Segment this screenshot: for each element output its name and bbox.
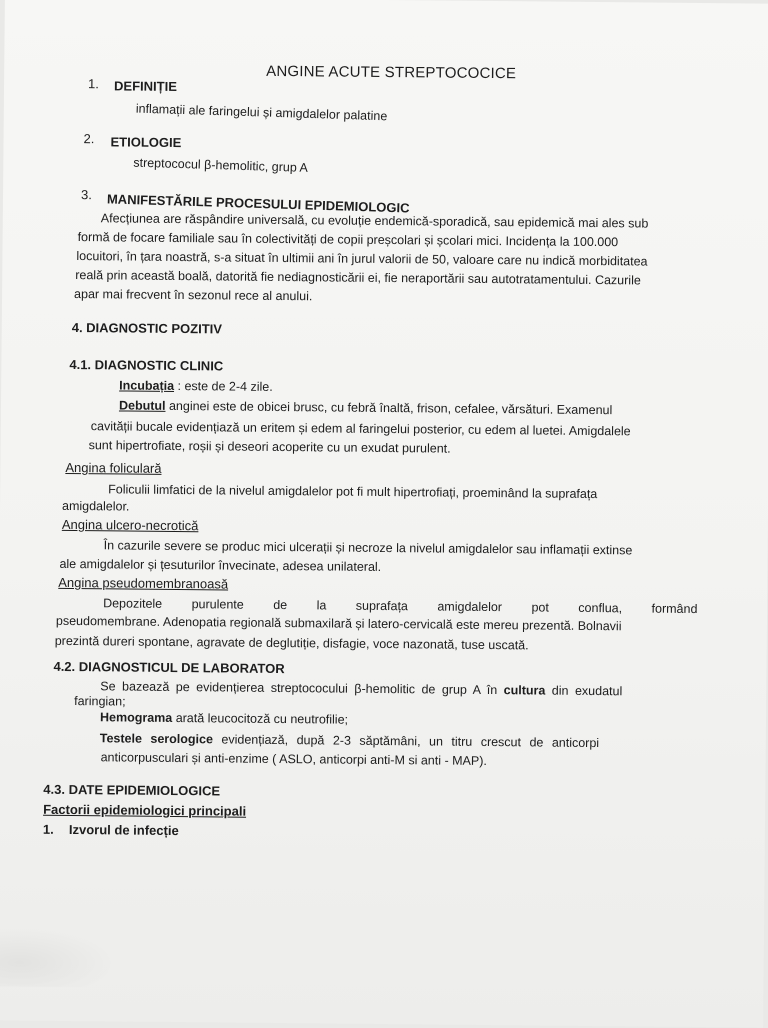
section-2-number: 2. [83, 131, 95, 147]
section-3-line-2: formă de focare familiale sau în colectivități de copii preșcolari și școlari mici. Incidența la 100.000 [77, 230, 619, 250]
laborator-line-1-a: Se bazează pe evidențierea streptococului β-hemolitic de grup A în [100, 679, 504, 698]
section-3-line-3: locuitori, în țara noastră, s-a situat în ultimii ani în jurul valorii de 50, valoare care nu indică morbiditatea [76, 249, 648, 269]
incubatia-label: Incubația [119, 378, 175, 393]
debutul-label: Debutul [118, 398, 166, 413]
page-title: ANGINE ACUTE STREPTOCOCICE [266, 62, 517, 83]
section-3-number: 3. [80, 187, 92, 203]
section-4-3-heading: 4.3. DATE EPIDEMIOLOGICE [43, 781, 221, 799]
angina-pseudo-line-2: pseudomembrane. Adenopatia regională submaxilară și latero-cervicală este mereu prezentă. Bolnavii [55, 613, 622, 634]
laborator-line-2: faringian; [74, 694, 126, 709]
section-3-line-1: Afecțiunea are răspândire universală, cu evoluție endemică-sporadică, sau epidemică mai ales sub [100, 211, 649, 231]
incubatia-line [119, 378, 273, 393]
teste-serologice-label: Testele serologice [99, 731, 214, 747]
section-1-number: 1. [88, 76, 100, 92]
debutul-line-1 [119, 398, 612, 417]
laborator-line-1-b: din exudatul [545, 683, 623, 699]
debutul-line-3: sunt hipertrofiate, roșii și deseori acoperite cu un exudat purulent. [88, 438, 451, 456]
angina-foliculara-line-1: Foliculii limfatici de la nivelul amigdalelor pot fi mult hipertrofiați, proeminând la suprafața [108, 482, 598, 502]
hemograma-line [100, 710, 348, 726]
debutul-text: anginei este de obicei brusc, cu febră înaltă, frison, cefalee, vărsături. Examenul [165, 398, 613, 418]
factorii-epidemiologici-heading: Factorii epidemiologici principali [43, 801, 247, 819]
section-2-text: streptococul β-hemolitic, grup A [133, 155, 309, 175]
angina-ulcero-line-2: ale amigdalelor și țesuturilor învecinate, adesea unilateral. [59, 556, 382, 574]
angina-foliculara-line-2: amigdalelor. [61, 498, 130, 514]
section-4-1-heading: 4.1. DIAGNOSTIC CLINIC [69, 356, 224, 374]
list-item-number: 1. [42, 821, 54, 837]
laborator-line-1 [100, 679, 622, 698]
section-1-text: inflamații ale faringelui și amigdalelor palatine [135, 101, 388, 124]
hemograma-label: Hemograma [99, 710, 173, 725]
debutul-line-2: cavității bucale evidențiază un eritem și edem al faringelui posterior, cu edem al luetei. Amigdalele [90, 419, 631, 439]
section-2-heading: ETIOLOGIE [110, 134, 182, 151]
angina-foliculara-title: Angina foliculară [65, 459, 162, 476]
angina-ulcero-line-1: În cazurile severe se produc mici ulcerații și necroze la nivelul amigdalelor sau inflamații extinse [103, 538, 633, 558]
teste-line-1 [100, 731, 599, 750]
cultura-bold: cultura [503, 683, 546, 698]
section-1-heading: DEFINIȚIE [114, 78, 177, 94]
paper-scuff-mark [0, 926, 116, 987]
teste-serologice-text: evidențiază, după 2-3 săptămâni, un titru crescut de anticorpi [212, 732, 600, 751]
izvorul-de-infectie: Izvorul de infecție [68, 821, 179, 839]
hemograma-text: arată leucocitoză cu neutrofilie; [172, 710, 349, 727]
section-3-line-5: apar mai frecvent în sezonul rece al anului. [74, 287, 313, 304]
angina-pseudomembranoasa-title: Angina pseudomembranoasă [58, 574, 229, 592]
section-3-heading: MANIFESTĂRILE PROCESULUI EPIDEMIOLOGIC [106, 191, 410, 216]
angina-pseudo-line-3: prezintă dureri spontane, agravate de deglutiție, disfagie, voce nazonată, tuse uscată. [54, 633, 529, 653]
angina-pseudo-line-1: Depozitele purulente de la suprafața amigdalelor pot conflua, formând [103, 596, 698, 617]
section-4-heading: 4. DIAGNOSTIC POZITIV [71, 319, 223, 337]
angina-ulcero-necrotica-title: Angina ulcero-necrotică [61, 516, 199, 534]
incubatia-text: : este de 2-4 zile. [174, 378, 273, 394]
section-3-line-4: reală prin această boală, datorită fie nediagnosticării ei, fie neraportării sau autotratamentului. Cazurile [75, 268, 641, 288]
section-4-2-heading: 4.2. DIAGNOSTICUL DE LABORATOR [53, 658, 285, 677]
teste-line-2: anticorpusculari și anti-enzime ( ASLO, anticorpi anti-M si anti - MAP). [100, 750, 487, 768]
